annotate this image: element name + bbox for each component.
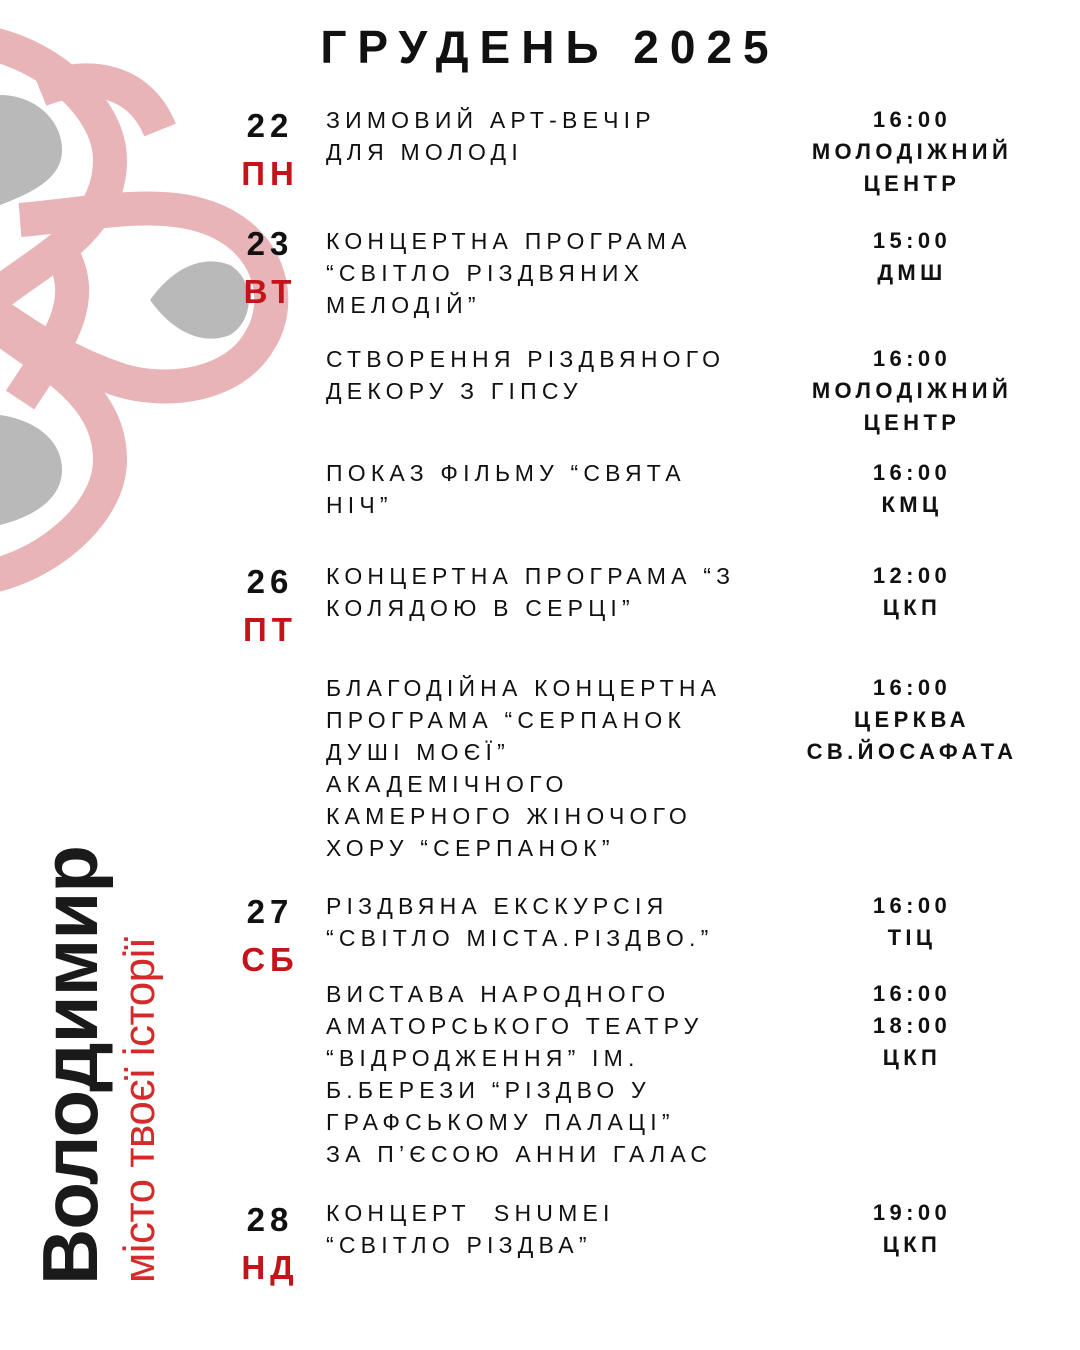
event-time: 16:00 (872, 107, 952, 132)
page-title: ГРУДЕНЬ 2025 (320, 21, 780, 73)
event-time: 16:00 (872, 981, 952, 1006)
event-meta (772, 978, 1052, 1074)
event-venue: МОЛОДІЖНИЙ (811, 139, 1013, 164)
event-meta (772, 343, 1052, 439)
day-number: 22 (246, 107, 294, 144)
event-title (326, 672, 786, 864)
event-title-line: ДЕКОРУ З ГІПСУ (326, 378, 583, 404)
event-venue: ЦЕНТР (863, 410, 961, 435)
event-venue: ЦЕРКВА (854, 707, 970, 732)
event-title-line: КАМЕРНОГО ЖІНОЧОГО (326, 803, 693, 829)
event-title-line: ПРОГРАМА “СЕРПАНОК (326, 707, 687, 733)
event-title (326, 560, 786, 624)
event-title-line: ЗИМОВИЙ АРТ-ВЕЧІР (326, 107, 656, 133)
event-time: 12:00 (872, 563, 952, 588)
event-meta (772, 1197, 1052, 1261)
event-title-line: КОЛЯДОЮ В СЕРЦІ” (326, 595, 635, 621)
event-title-line: КОНЦЕРТНА ПРОГРАМА “З (326, 563, 736, 589)
event-venue: СВ.ЙОСАФАТА (806, 739, 1018, 764)
event-title-line: КОНЦЕРТ SHUMEI (326, 1200, 615, 1226)
event-title-line: ВИСТАВА НАРОДНОГО (326, 981, 671, 1007)
event-title-line: ГРАФСЬКОМУ ПАЛАЦІ” (326, 1109, 675, 1135)
event-venue: ДМШ (877, 260, 947, 285)
event-time: 19:00 (872, 1200, 952, 1225)
event-time: 18:00 (872, 1013, 952, 1038)
event-title-line: “СВІТЛО МІСТА.РІЗДВО.” (326, 925, 714, 951)
day-weekday: ВТ (243, 273, 297, 310)
day-weekday: ПН (241, 155, 299, 192)
event-title-line: РІЗДВЯНА ЕКСКУРСІЯ (326, 893, 669, 919)
event-meta (772, 104, 1052, 200)
event-title (326, 104, 786, 168)
day-weekday: НД (241, 1249, 299, 1286)
event-title-line: СТВОРЕННЯ РІЗДВЯНОГО (326, 346, 726, 372)
brand-tagline: місто твоєї історії (115, 937, 164, 1283)
event-time: 16:00 (872, 346, 952, 371)
event-title (326, 457, 786, 521)
event-title-line: ПОКАЗ ФІЛЬМУ “СВЯТА (326, 460, 686, 486)
event-title-line: “ВІДРОДЖЕННЯ” ІМ. (326, 1045, 640, 1071)
event-venue: ЦКП (882, 1232, 942, 1257)
event-title-line: “СВІТЛО РІЗДВЯНИХ (326, 260, 645, 286)
event-title-line: КОНЦЕРТНА ПРОГРАМА (326, 228, 692, 254)
event-title (326, 1197, 786, 1261)
event-title-line: АКАДЕМІЧНОГО (326, 771, 569, 797)
event-time: 16:00 (872, 460, 952, 485)
event-venue: ТІЦ (887, 925, 937, 950)
event-title-line: АМАТОРСЬКОГО ТЕАТРУ (326, 1013, 704, 1039)
event-title (326, 343, 786, 407)
event-meta (772, 890, 1052, 954)
event-title-line: НІЧ” (326, 492, 393, 518)
event-title-line: ДЛЯ МОЛОДІ (326, 139, 523, 165)
brand-name: Володимир (26, 846, 114, 1285)
event-title-line: БЛАГОДІЙНА КОНЦЕРТНА (326, 675, 722, 701)
day-number: 26 (246, 563, 294, 600)
event-venue: КМЦ (881, 492, 943, 517)
event-time: 16:00 (872, 675, 952, 700)
day-number: 28 (246, 1201, 294, 1238)
brand-block (26, 725, 190, 1285)
event-title-line: Б.БЕРЕЗИ “РІЗДВО У (326, 1077, 651, 1103)
petal-shape-top (0, 95, 62, 205)
event-title (326, 978, 786, 1170)
day-weekday: ПТ (243, 611, 297, 648)
event-title (326, 225, 786, 321)
event-meta (772, 672, 1052, 768)
event-meta (772, 225, 1052, 289)
event-meta (772, 457, 1052, 521)
petal-shape-bottom (0, 415, 62, 525)
event-time: 15:00 (872, 228, 952, 253)
event-title-line: ЗА П’ЄСОЮ АННИ ГАЛАС (326, 1141, 713, 1167)
day-number: 27 (246, 893, 294, 930)
event-venue: ЦКП (882, 595, 942, 620)
event-venue: ЦКП (882, 1045, 942, 1070)
event-meta (772, 560, 1052, 624)
ornament-logo (0, 0, 310, 620)
event-venue: ЦЕНТР (863, 171, 961, 196)
event-title-line: ДУШІ МОЄЇ” (326, 739, 510, 765)
day-number: 23 (246, 225, 294, 262)
event-time: 16:00 (872, 893, 952, 918)
event-venue: МОЛОДІЖНИЙ (811, 378, 1013, 403)
event-title (326, 890, 786, 954)
event-title-line: “СВІТЛО РІЗДВА” (326, 1232, 592, 1258)
event-title-line: МЕЛОДІЙ” (326, 292, 481, 318)
event-title-line: ХОРУ “СЕРПАНОК” (326, 835, 615, 861)
day-weekday: СБ (241, 941, 299, 978)
